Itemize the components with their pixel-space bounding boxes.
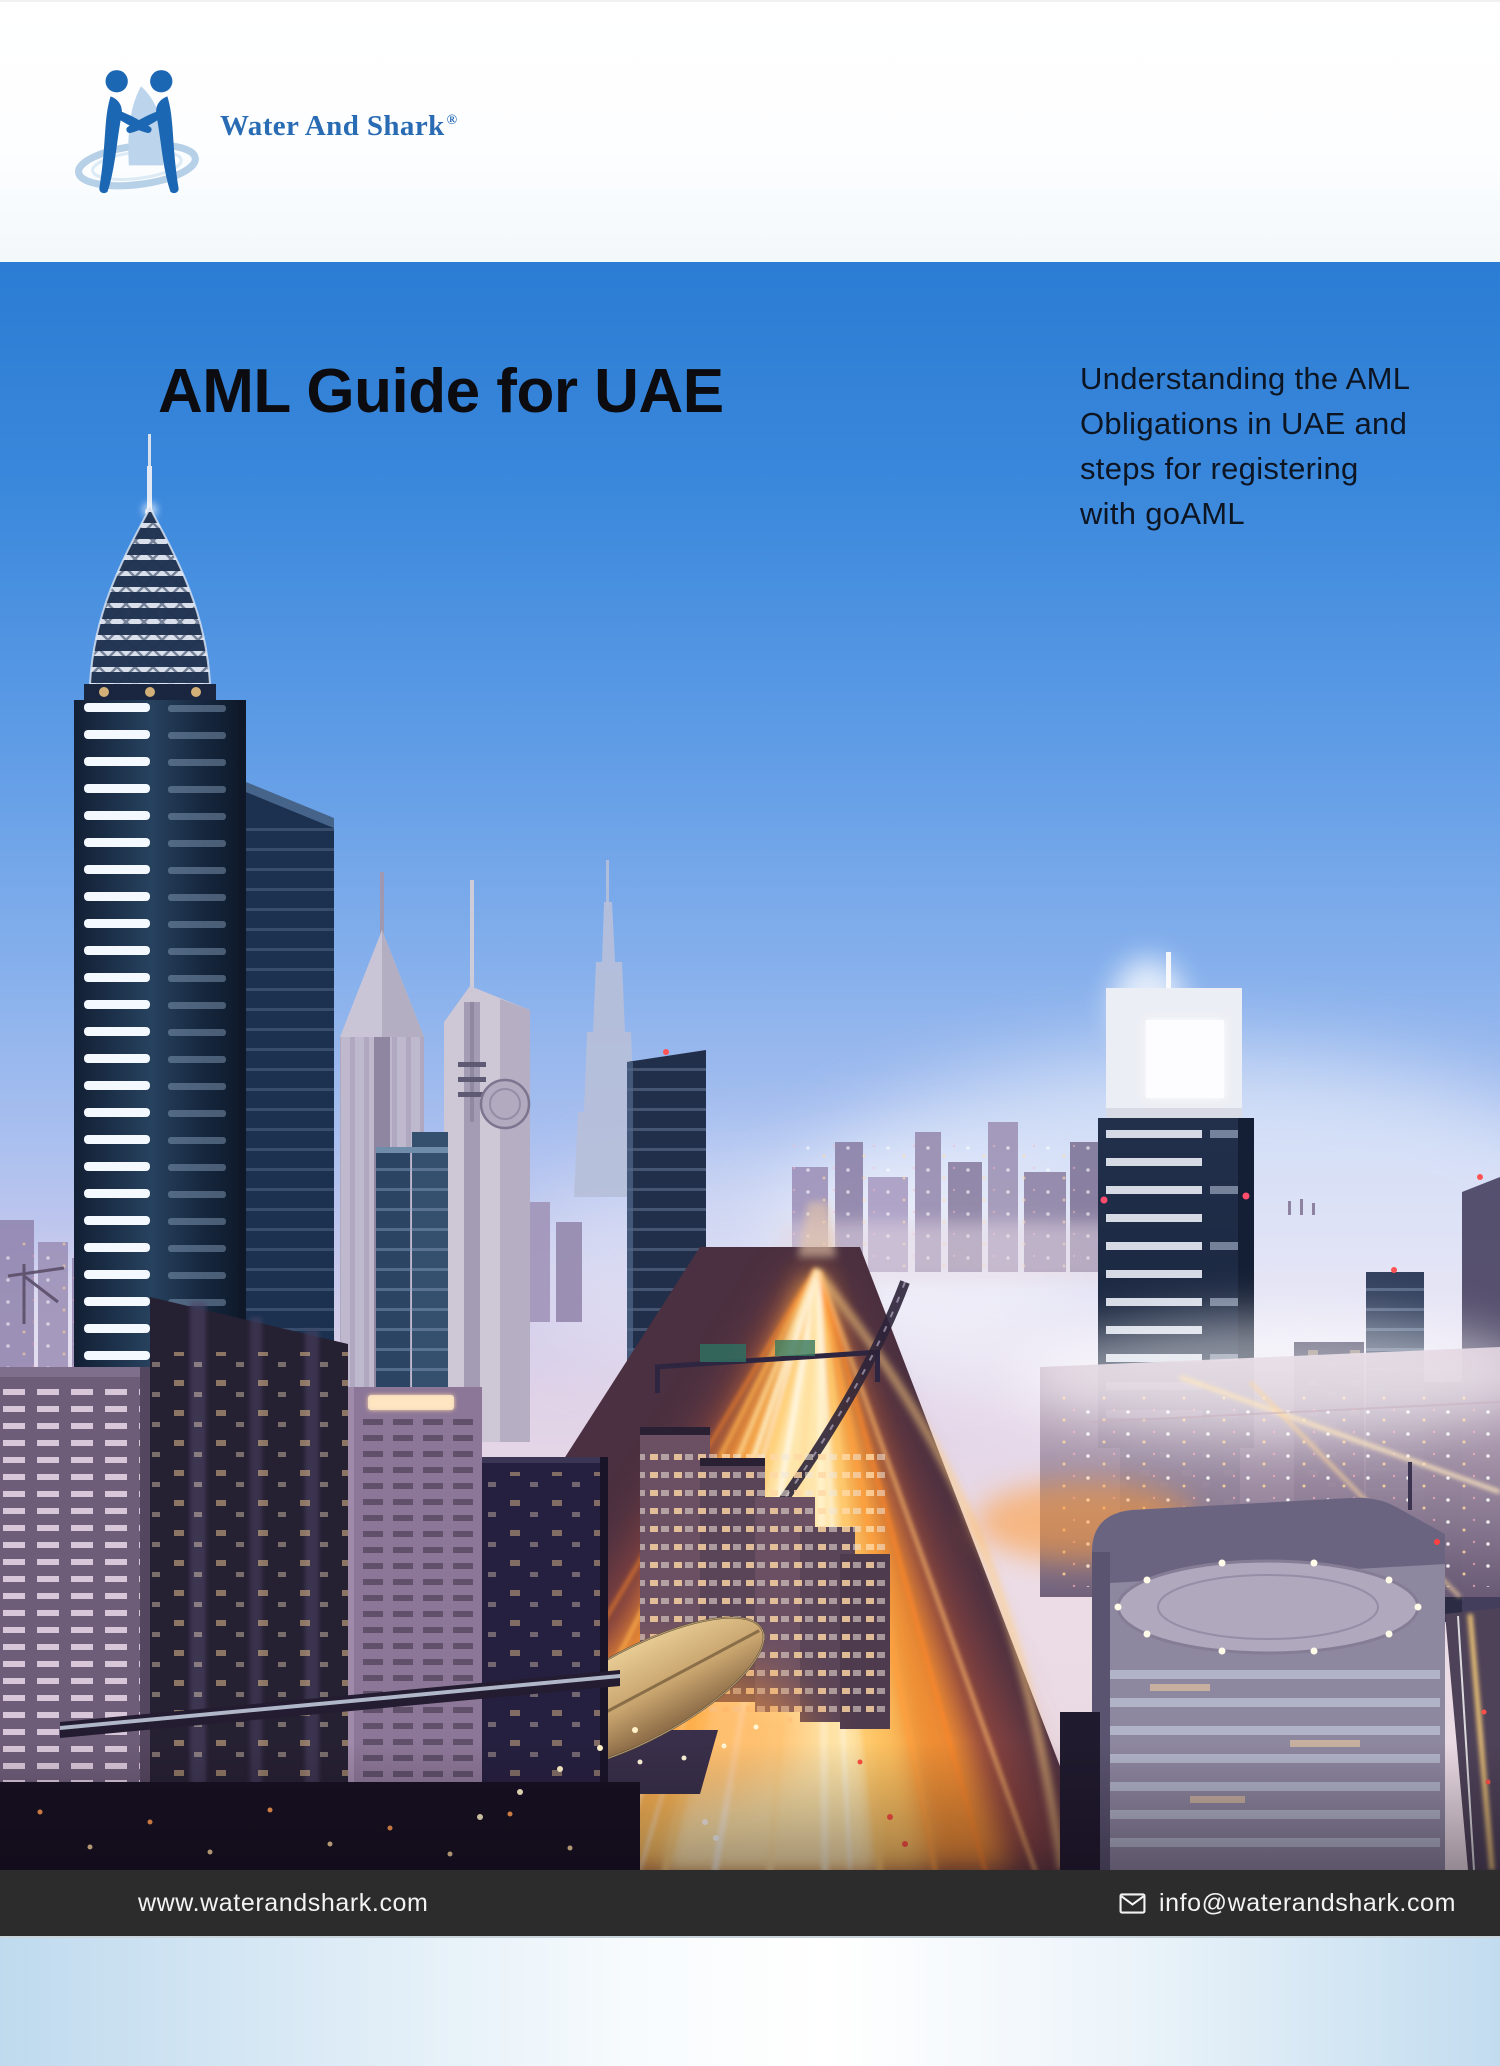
brand-name [220, 110, 458, 143]
water-and-shark-logo-icon [72, 64, 210, 216]
registered-trademark: ® [446, 113, 458, 129]
cover-subtitle [1080, 356, 1480, 536]
envelope-icon [1119, 1893, 1146, 1914]
bottom-gradient-strip [0, 1938, 1500, 2066]
subtitle-line-4: with goAML [1080, 496, 1245, 531]
bottom-vignette [0, 1742, 1500, 1870]
email-text: info@waterandshark.com [1158, 1888, 1456, 1917]
header [0, 0, 1500, 262]
email-link[interactable] [1119, 1889, 1456, 1918]
brand-logo [72, 64, 458, 216]
page-title: AML Guide for UAE [158, 357, 724, 426]
subtitle-line-1: Understanding the AML [1080, 361, 1411, 396]
brand-name-text: Water And Shark [220, 110, 445, 142]
subtitle-line-3: steps for registering [1080, 451, 1359, 486]
footer-bar [0, 1870, 1500, 1938]
cover-photo-section [0, 262, 1500, 1870]
subtitle-line-2: Obligations in UAE and [1080, 406, 1408, 441]
website-link[interactable]: www.waterandshark.com [138, 1888, 429, 1917]
